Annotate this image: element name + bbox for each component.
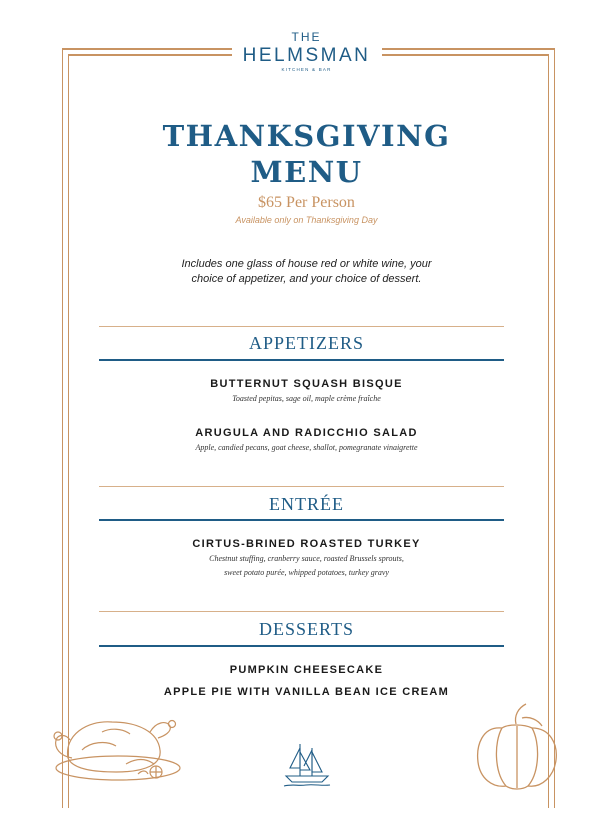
- roast-turkey-icon: [46, 712, 186, 784]
- availability-note: Available only on Thanksgiving Day: [235, 215, 378, 225]
- section-divider-blue: [99, 519, 504, 521]
- logo-subtitle: KITCHEN & BAR: [281, 67, 332, 72]
- menu-item-desc: sweet potato purée, whipped potatoes, turkey gravy: [224, 568, 389, 577]
- menu-item-name: CIRTUS-BRINED ROASTED TURKEY: [192, 538, 421, 550]
- section-divider-gold: [99, 611, 504, 612]
- menu-title-line1: THANKSGIVING: [162, 119, 451, 153]
- section-heading-desserts: DESSERTS: [259, 619, 354, 639]
- logo-name: HELMSMAN: [242, 45, 371, 66]
- menu-item-desc: Apple, candied pecans, goat cheese, shallot, pomegranate vinaigrette: [195, 443, 418, 452]
- menu-title-line2: MENU: [250, 155, 363, 189]
- menu-item-name: PUMPKIN CHEESECAKE: [229, 664, 384, 676]
- menu-item-name: APPLE PIE WITH VANILLA BEAN ICE CREAM: [163, 686, 450, 698]
- price: $65 Per Person: [258, 194, 355, 211]
- intro-text: [140, 257, 473, 287]
- intro-line2: choice of appetizer, and your choice of dessert.: [191, 273, 422, 285]
- section-divider-blue: [99, 645, 504, 647]
- menu-item-name: BUTTERNUT SQUASH BISQUE: [210, 378, 403, 390]
- pumpkin-icon: [472, 702, 562, 790]
- section-divider-gold: [99, 486, 504, 487]
- section-divider-blue: [99, 359, 504, 361]
- section-heading-entree: ENTRÉE: [269, 494, 344, 514]
- logo-the: THE: [291, 30, 322, 44]
- section-divider-gold: [99, 326, 504, 327]
- menu-item-desc: Toasted pepitas, sage oil, maple crème fraîche: [232, 394, 381, 403]
- sailboat-icon: [282, 740, 332, 788]
- menu-item-name: ARUGULA AND RADICCHIO SALAD: [195, 427, 418, 439]
- section-heading-appetizers: APPETIZERS: [248, 333, 364, 353]
- menu-item-desc: Chestnut stuffing, cranberry sauce, roasted Brussels sprouts,: [209, 554, 404, 563]
- intro-line1: Includes one glass of house red or white wine, your: [181, 258, 432, 270]
